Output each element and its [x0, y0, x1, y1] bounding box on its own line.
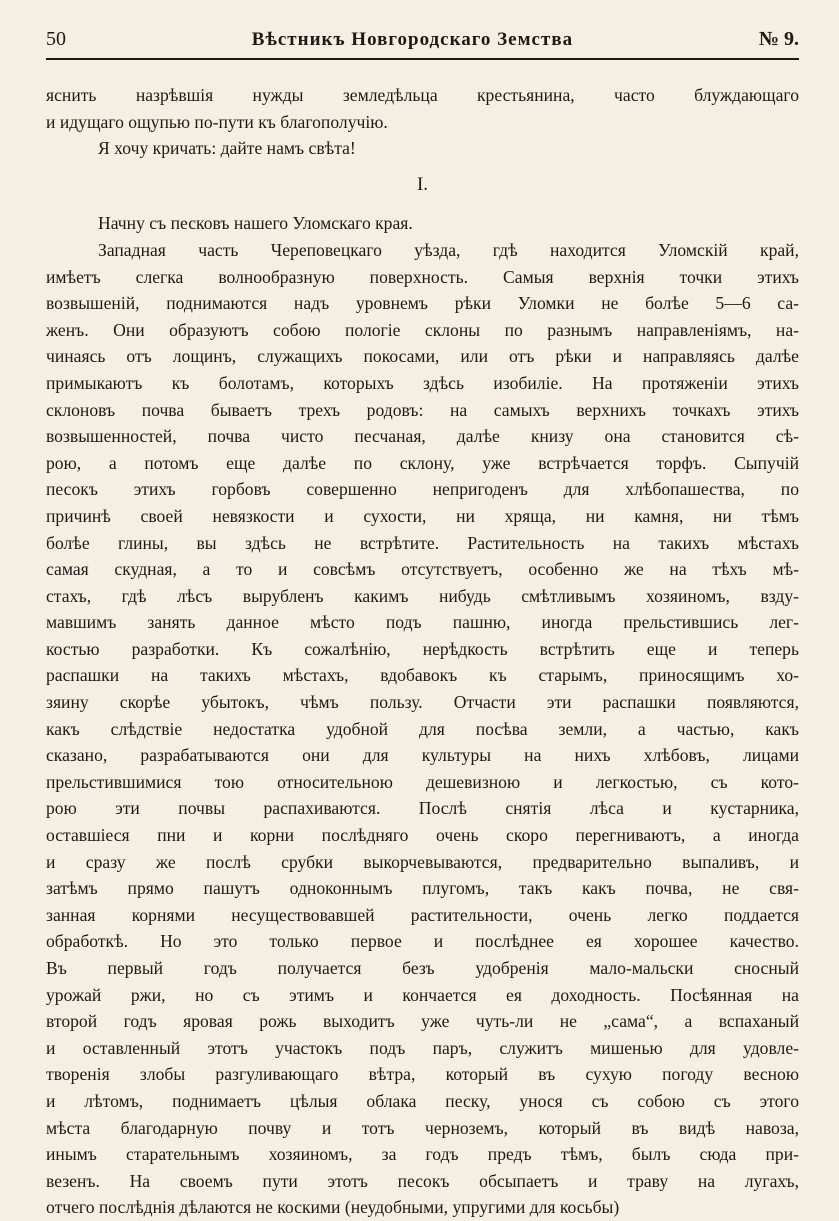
text-line: обработкѣ. Но это только первое и послѣднее ея хорошее качество.: [46, 931, 799, 952]
text-line: инымъ старательнымъ хозяиномъ, за годъ предъ тѣмъ, былъ сюда при-: [46, 1144, 799, 1165]
text-line: женъ. Они образуютъ собою пологіе склоны по разнымъ направленіямъ, на-: [46, 319, 799, 340]
text-line: чинаясь отъ лощинъ, служащихъ покосами, или отъ рѣки и направляясь далѣе: [46, 346, 799, 367]
text-line: второй годъ яровая рожь выходитъ уже чуть-ли не „сама“, а вспаханый: [46, 1011, 799, 1032]
paragraph: [46, 237, 799, 1221]
text-line: примыкаютъ къ болотамъ, которыхъ здѣсь изобиліе. На протяженіи этихъ: [46, 372, 799, 393]
text-line: какъ слѣдствіе недостатка удобной для посѣва земли, а частью, какъ: [46, 718, 799, 739]
body-text: [46, 82, 799, 1221]
text-line: песокъ этихъ горбовъ совершенно непригоденъ для хлѣбопашества, по: [46, 479, 799, 500]
text-line: возвышеній, поднимаются надъ уровнемъ рѣки Уломки не болѣе 5—6 са-: [46, 293, 799, 314]
section-heading: I.: [416, 173, 429, 195]
text-line: творенія злобы разгуливающаго вѣтра, который въ сухую погоду весною: [46, 1064, 799, 1085]
text-line: Западная часть Череповецкаго уѣзда, гдѣ находится Уломскій край,: [98, 239, 799, 260]
text-line: и сразу же послѣ срубки выкорчевываются, предварительно выпаливъ, и: [46, 851, 799, 872]
text-line: причинѣ своей невязкости и сухости, ни хряща, ни камня, ни тѣмъ: [46, 505, 799, 526]
text-line: возвышенностей, почва чисто песчаная, далѣе книзу она становится сѣ-: [46, 426, 799, 447]
text-line: зяину скорѣе убытокъ, чѣмъ пользу. Отчасти эти распашки появляются,: [46, 692, 799, 713]
text-line: оставшіеся пни и корни послѣдняго очень скоро перегниваютъ, а иногда: [46, 825, 799, 846]
journal-title: Вѣстникъ Новгородскаго Земства: [251, 29, 574, 50]
text-line: везенъ. На своемъ пути этотъ песокъ обсыпаетъ и траву на лугахъ,: [46, 1170, 799, 1191]
text-line: занная корнями несуществовавшей растительности, очень легко поддается: [46, 904, 799, 925]
text-line: мавшимъ занять данное мѣсто подъ пашню, иногда прельстившись лег-: [46, 612, 799, 633]
text-line: самая скудная, а то и совсѣмъ отсутствуетъ, особенно же на тѣхъ мѣ-: [46, 559, 799, 580]
page-number: 50: [46, 28, 66, 50]
text-line: стахъ, гдѣ лѣсъ вырубленъ какимъ нибудь смѣтливымъ хозяиномъ, взду-: [46, 585, 799, 606]
text-line: Начну съ песковъ нашего Уломскаго края.: [98, 213, 413, 234]
text-line: Я хочу кричать: дайте намъ свѣта!: [98, 138, 356, 159]
text-line: болѣе глины, вы здѣсь не встрѣтите. Растительность на такихъ мѣстахъ: [46, 532, 799, 553]
text-line: костью разработки. Къ сожалѣнію, нерѣдкость встрѣтить еще и теперь: [46, 638, 799, 659]
text-line: мѣста благодарную почву и тотъ черноземъ, который въ видѣ навоза,: [46, 1117, 799, 1138]
text-line: рою эти почвы распахиваются. Послѣ снятія лѣса и кустарника,: [46, 798, 799, 819]
text-line: затѣмъ прямо пашутъ одноконнымъ плугомъ, такъ какъ почва, не свя-: [46, 878, 799, 899]
text-line: яснить назрѣвшія нужды земледѣльца крестьянина, часто блуждающаго: [46, 85, 799, 105]
text-line: урожай ржи, но съ этимъ и кончается ея доходность. Посѣянная на: [46, 984, 799, 1005]
text-line: имѣетъ слегка волнообразную поверхность. Самыя верхнія точки этихъ: [46, 266, 799, 287]
text-line: и идущаго ощупью по-пути къ благополучію.: [46, 111, 388, 132]
text-line: склоновъ почва бываетъ трехъ родовъ: на самыхъ верхнихъ точкахъ этихъ: [46, 399, 799, 420]
text-line: прельстившимися тою относительною дешевизною и легкостью, съ кото-: [46, 771, 799, 792]
text-line: распашки на такихъ мѣстахъ, вдобавокъ къ старымъ, приносящимъ хо-: [46, 665, 799, 686]
text-line: и оставленный этотъ участокъ подъ паръ, служитъ мишенью для удовле-: [46, 1037, 799, 1058]
text-line: рою, а потомъ еще далѣе по склону, уже встрѣчается торфъ. Сыпучій: [46, 452, 799, 473]
text-line: сказано, разрабатываются они для культуры на нихъ хлѣбовъ, лицами: [46, 745, 799, 766]
text-line: и лѣтомъ, поднимаетъ цѣлыя облака песку, унося съ собою съ этого: [46, 1090, 799, 1111]
text-line: Въ первый годъ получается безъ удобренія мало-мальски сносный: [46, 958, 799, 978]
text-line: отчего послѣднія дѣлаются не коскими (неудобными, упругими для косьбы): [46, 1197, 620, 1218]
running-header: [46, 28, 799, 60]
issue-number: № 9.: [758, 28, 799, 50]
